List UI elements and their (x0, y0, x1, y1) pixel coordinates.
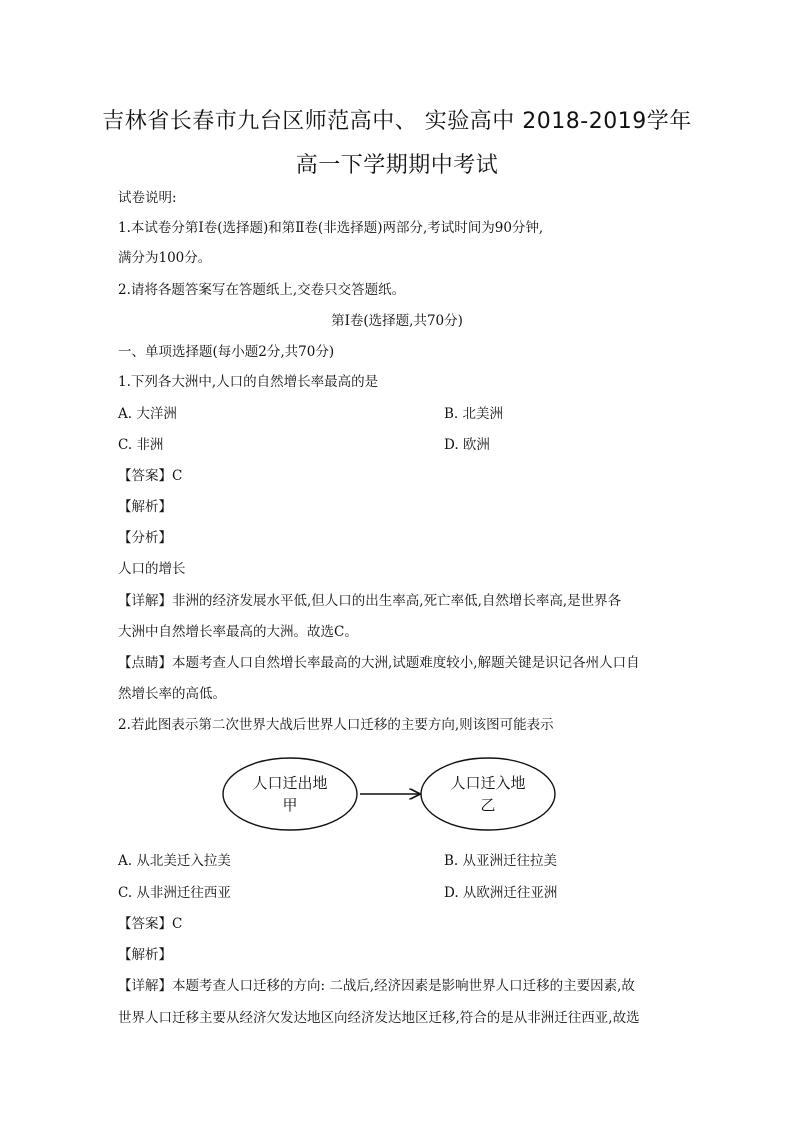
q2-option-d: D. 从欧洲迁往亚洲 (444, 885, 558, 901)
q1-topic: 人口的增长 (118, 561, 186, 577)
q1-detail-line2: 大洲中自然增长率最高的大洲。故选C。 (118, 624, 358, 640)
destination-label-line1: 人口迁入地 (450, 774, 526, 792)
q1-option-b: B. 北美洲 (444, 406, 504, 422)
origin-label-line2: 甲 (282, 796, 298, 814)
instruction-2: 2.请将各题答案写在答题纸上,交卷只交答题纸。 (118, 282, 406, 298)
q1-fenxi-label: 【分析】 (118, 530, 172, 546)
q1-detail-line1: 【详解】非洲的经济发展水平低,但人口的出生率高,死亡率低,自然增长率高,是世界各 (118, 593, 622, 609)
destination-label (433, 772, 543, 816)
instruction-1-line2: 满分为100分。 (118, 250, 212, 266)
q2-option-a: A. 从北美迁入拉美 (118, 853, 231, 869)
q1-option-c: C. 非洲 (118, 437, 164, 453)
q2-detail-line2: 世界人口迁移主要从经济欠发达地区向经济发达地区迁移,符合的是从非洲迁往西亚,故选 (118, 1010, 640, 1026)
origin-label (235, 772, 345, 816)
q2-stem: 2.若此图表示第二次世界大战后世界人口迁移的主要方向,则该图可能表示 (118, 717, 554, 733)
origin-label-line1: 人口迁出地 (252, 774, 328, 792)
q2-option-b: B. 从亚洲迁往拉美 (444, 853, 558, 869)
q1-comment-line2: 然增长率的高低。 (118, 686, 226, 702)
exam-title-line2: 高一下学期期中考试 (295, 153, 499, 178)
q1-comment-line1: 【点睛】本题考查人口自然增长率最高的大洲,试题难度较小,解题关键是识记各州人口自 (118, 655, 640, 671)
q1-option-d: D. 欧洲 (444, 437, 490, 453)
exam-title-line1: 吉林省长春市九台区师范高中、 实验高中 2018-2019学年 (102, 109, 692, 134)
q1-analysis-label: 【解析】 (118, 499, 172, 515)
q1-option-a: A. 大洋洲 (118, 406, 177, 422)
part-title: 一、单项选择题(每小题2分,共70分) (118, 344, 335, 360)
migration-diagram (220, 754, 580, 834)
q2-answer: 【答案】C (118, 916, 183, 932)
q2-detail-line1: 【详解】本题考查人口迁移的方向: 二战后,经济因素是影响世界人口迁移的主要因素,故 (118, 978, 635, 994)
q2-analysis-label: 【解析】 (118, 947, 172, 963)
q2-option-c: C. 从非洲迁往西亚 (118, 885, 231, 901)
destination-label-line2: 乙 (480, 796, 496, 814)
instruction-1-line1: 1.本试卷分第Ⅰ卷(选择题)和第Ⅱ卷(非选择题)两部分,考试时间为90分钟, (118, 220, 544, 236)
q1-stem: 1.下列各大洲中,人口的自然增长率最高的是 (118, 374, 379, 390)
volume-title: 第Ⅰ卷(选择题,共70分) (331, 313, 463, 329)
q1-answer: 【答案】C (118, 468, 183, 484)
instructions-header: 试卷说明: (118, 190, 177, 206)
